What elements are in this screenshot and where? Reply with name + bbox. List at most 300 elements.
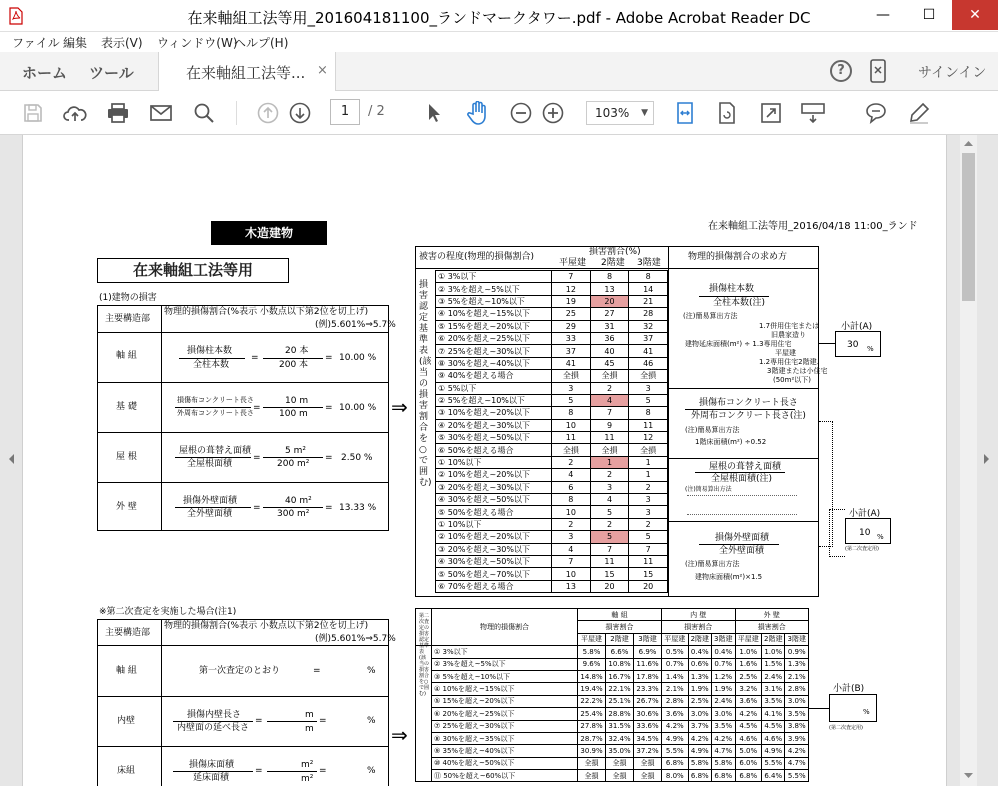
criteria-row xyxy=(436,382,668,394)
ratio-cell[interactable]: 1.3% xyxy=(785,658,809,670)
fullscreen-button[interactable] xyxy=(758,100,784,126)
save-button[interactable] xyxy=(20,100,46,126)
method-line: 建物延床面積(m²) ÷ 1.3専用住宅 xyxy=(685,340,792,348)
method-line: 平屋建 xyxy=(775,349,796,357)
vertical-scrollbar[interactable] xyxy=(960,135,977,786)
ratio-cell[interactable]: 11.6% xyxy=(634,658,662,670)
ratio-cell[interactable]: 17.8% xyxy=(634,670,662,682)
ratio-cell[interactable]: 46 xyxy=(629,357,668,369)
row-text: 第一次査定のとおり xyxy=(199,666,281,676)
zoom-in-button[interactable] xyxy=(540,100,566,126)
ratio-cell[interactable]: 1 xyxy=(629,456,668,468)
ratio-cell[interactable]: 全損 xyxy=(629,370,668,382)
unit: m² xyxy=(301,760,314,770)
ratio-cell[interactable]: 2 xyxy=(552,456,591,468)
ratio-cell[interactable]: 30.9% xyxy=(578,745,606,757)
ratio-cell[interactable]: 37 xyxy=(552,345,591,357)
damage-range-cell[interactable]: ⑨ 35%を超え~40%以下 xyxy=(432,745,578,757)
ratio-cell[interactable]: 全損 xyxy=(634,757,662,769)
ratio-cell[interactable]: 13 xyxy=(552,580,591,592)
prev-page-button[interactable] xyxy=(255,100,281,126)
ratio-cell[interactable]: 4.5% xyxy=(735,720,762,732)
ratio-cell[interactable]: 3 xyxy=(629,382,668,394)
damage-range-cell[interactable]: ① 10%以下 xyxy=(436,456,552,468)
ratio-cell[interactable]: 5 xyxy=(629,531,668,543)
ratio-cell[interactable]: 2.4% xyxy=(762,670,785,682)
criteria-row xyxy=(436,357,668,369)
help-icon[interactable] xyxy=(830,60,852,82)
ratio-cell[interactable]: 14.8% xyxy=(578,670,606,682)
ratio-cell[interactable]: 5 xyxy=(629,394,668,406)
ratio-cell[interactable]: 29 xyxy=(552,320,591,332)
damage-range-cell[interactable]: ④ 10%を超え~15%以下 xyxy=(436,308,552,320)
ratio-cell[interactable]: 0.9% xyxy=(785,646,809,658)
ratio-cell[interactable]: 37.2% xyxy=(634,745,662,757)
ratio-cell[interactable]: 45 xyxy=(590,357,629,369)
ratio-cell[interactable]: 8 xyxy=(629,407,668,419)
ratio-cell[interactable]: 3.5% xyxy=(762,695,785,707)
ratio-cell[interactable]: 11 xyxy=(590,555,629,567)
search-button[interactable] xyxy=(191,100,217,126)
ratio-cell[interactable]: 3.5% xyxy=(712,720,735,732)
ratio-cell[interactable]: 11 xyxy=(590,432,629,444)
fraction-numerator: 損傷柱本数 xyxy=(187,346,233,356)
ratio-cell[interactable]: 27.8% xyxy=(578,720,606,732)
ratio-cell[interactable]: 4.2% xyxy=(688,732,711,744)
damage-range-cell[interactable]: ② 10%を超え~20%以下 xyxy=(436,469,552,481)
second-criteria-row xyxy=(416,658,809,670)
struct-column-header-2: 主要構造部 xyxy=(105,628,151,638)
ratio-cell[interactable]: 5.5% xyxy=(662,745,689,757)
scrollbar-thumb[interactable] xyxy=(962,153,975,301)
second-criteria-row xyxy=(416,720,809,732)
ratio-cell[interactable]: 3.7% xyxy=(688,720,711,732)
ratio-cell[interactable]: 35.0% xyxy=(606,745,634,757)
fit-width-button[interactable] xyxy=(672,100,698,126)
menu-view[interactable]: 表示(V) xyxy=(101,36,143,50)
ratio-cell[interactable]: 4 xyxy=(552,543,591,555)
ratio-cell[interactable]: 1 xyxy=(629,469,668,481)
damage-range-cell[interactable]: ④ 30%を超え~50%以下 xyxy=(436,494,552,506)
ratio-cell[interactable]: 1 xyxy=(590,456,629,468)
ratio-cell[interactable]: 21 xyxy=(629,295,668,307)
ratio-cell[interactable]: 25.4% xyxy=(578,708,606,720)
ratio-cell[interactable]: 2 xyxy=(552,518,591,530)
left-collapse-arrow-icon[interactable] xyxy=(8,453,16,465)
ratio-cell[interactable]: 2 xyxy=(590,518,629,530)
ratio-cell[interactable]: 6.9% xyxy=(634,646,662,658)
ratio-cell[interactable]: 16.7% xyxy=(606,670,634,682)
select-tool-button[interactable] xyxy=(422,100,448,126)
ratio-cell[interactable]: 全損 xyxy=(629,444,668,456)
ratio-cell[interactable]: 8 xyxy=(590,271,629,283)
damage-range-cell[interactable]: ④ 10%を超え~15%以下 xyxy=(432,683,578,695)
ratio-cell[interactable]: 4.6% xyxy=(762,732,785,744)
ratio-cell[interactable]: 3.6% xyxy=(662,708,689,720)
section-1-title: (1)建物の損害 xyxy=(99,293,157,303)
ratio-cell[interactable]: 1.5% xyxy=(762,658,785,670)
percent-value: % xyxy=(367,766,376,776)
zoom-out-icon xyxy=(510,102,532,124)
ratio-cell[interactable]: 20 xyxy=(590,580,629,592)
tab-home[interactable]: ホーム xyxy=(22,64,68,82)
ratio-cell[interactable]: 6.8% xyxy=(712,770,735,782)
method-rule xyxy=(668,388,819,389)
document-viewport[interactable] xyxy=(0,135,998,786)
ratio-cell[interactable]: 0.6% xyxy=(688,658,711,670)
next-page-button[interactable] xyxy=(287,100,313,126)
subtotal-a-unit: % xyxy=(867,345,874,353)
ratio-cell[interactable]: 全損 xyxy=(552,444,591,456)
ratio-cell[interactable]: 全損 xyxy=(606,770,634,782)
cloud-upload-icon xyxy=(63,103,87,123)
ratio-cell[interactable]: 3.2% xyxy=(735,683,762,695)
ratio-cell[interactable]: 3.8% xyxy=(785,720,809,732)
window-title: 在来軸組工法等用_201604181100_ランドマークタワー.pdf - Adobe Acrobat Reader DC xyxy=(187,9,811,27)
ratio-cell[interactable]: 41 xyxy=(552,357,591,369)
ratio-cell[interactable]: 9.6% xyxy=(578,658,606,670)
menu-help[interactable]: ヘルプ(H) xyxy=(234,36,289,50)
ratio-cell[interactable]: 4 xyxy=(590,394,629,406)
maximize-button[interactable] xyxy=(906,0,952,30)
struct-column-header: 主要構造部 xyxy=(105,314,151,324)
ratio-cell[interactable]: 5.5% xyxy=(785,770,809,782)
criteria-row xyxy=(436,283,668,295)
ratio-cell[interactable]: 3.9% xyxy=(785,732,809,744)
ratio-cell[interactable]: 5.8% xyxy=(688,757,711,769)
page-number-input[interactable]: 1 xyxy=(330,99,360,125)
ratio-cell[interactable]: 3.0% xyxy=(688,708,711,720)
ratio-cell[interactable]: 4 xyxy=(590,494,629,506)
ratio-cell[interactable]: 8.0% xyxy=(662,770,689,782)
percent-value: 10.00 % xyxy=(339,353,377,363)
tab-document[interactable] xyxy=(158,52,336,91)
email-button[interactable] xyxy=(148,100,174,126)
damage-range-cell[interactable]: ⑧ 30%を超え~35%以下 xyxy=(432,732,578,744)
highlight-button[interactable] xyxy=(906,100,932,126)
ratio-cell[interactable]: 8 xyxy=(552,407,591,419)
right-collapse-arrow-icon[interactable] xyxy=(982,453,990,465)
method-line: (50m²以下) xyxy=(773,376,811,384)
ratio-cell[interactable]: 5.5% xyxy=(762,757,785,769)
ratio-cell[interactable]: 0.4% xyxy=(712,646,735,658)
second-criteria-row xyxy=(416,695,809,707)
ratio-cell[interactable]: 4.9% xyxy=(662,732,689,744)
ratio-cell[interactable]: 37 xyxy=(629,332,668,344)
ratio-cell[interactable]: 5.0% xyxy=(735,745,762,757)
ratio-cell[interactable]: 1.9% xyxy=(688,683,711,695)
ratio-cell[interactable]: 3 xyxy=(590,481,629,493)
ratio-cell[interactable]: 3.0% xyxy=(712,708,735,720)
ratio-cell[interactable]: 7 xyxy=(590,543,629,555)
ratio-cell[interactable]: 10 xyxy=(552,506,591,518)
ratio-cell[interactable]: 2 xyxy=(629,518,668,530)
damage-range-cell[interactable]: ⑥ 50%を超える場合 xyxy=(436,444,552,456)
ratio-cell[interactable]: 1.0% xyxy=(735,646,762,658)
ratio-cell[interactable]: 22.1% xyxy=(606,683,634,695)
ratio-cell[interactable]: 19 xyxy=(552,295,591,307)
ratio-cell[interactable]: 3 xyxy=(629,506,668,518)
ratio-cell[interactable]: 全損 xyxy=(578,757,606,769)
ratio-cell[interactable]: 41 xyxy=(629,345,668,357)
value-numerator: 40 m² xyxy=(285,496,312,506)
ratio-cell[interactable]: 28.8% xyxy=(606,708,634,720)
close-window-button[interactable] xyxy=(952,0,998,30)
method-kiso-den: 外周布コンクリート長さ(注) xyxy=(691,411,806,421)
floor-header-cell: 3階建 xyxy=(634,633,662,645)
ratio-cell[interactable]: 25 xyxy=(552,308,591,320)
ratio-cell[interactable]: 0.5% xyxy=(662,646,689,658)
connector-line xyxy=(809,708,829,709)
ratio-cell[interactable]: 33 xyxy=(552,332,591,344)
ratio-cell[interactable]: 5.8% xyxy=(578,646,606,658)
damage-range-cell[interactable]: ① 5%以下 xyxy=(436,382,552,394)
ratio-cell[interactable]: 6 xyxy=(552,481,591,493)
ratio-cell[interactable]: 2.8% xyxy=(785,683,809,695)
connector-line xyxy=(819,343,835,344)
ratio-cell[interactable]: 32.4% xyxy=(606,732,634,744)
damage-range-cell[interactable]: ③ 5%を超え~10%以下 xyxy=(432,670,578,682)
criteria-row xyxy=(436,332,668,344)
damage-range-cell[interactable]: ③ 20%を超え~30%以下 xyxy=(436,543,552,555)
ratio-cell[interactable]: 全損 xyxy=(552,370,591,382)
ratio-cell[interactable]: 6.0% xyxy=(735,757,762,769)
ratio-cell[interactable]: 1.2% xyxy=(712,670,735,682)
ratio-cell[interactable]: 2 xyxy=(590,469,629,481)
damage-range-cell[interactable]: ⑦ 25%を超え~30%以下 xyxy=(436,345,552,357)
upload-button[interactable] xyxy=(62,100,88,126)
fraction-bar xyxy=(699,544,779,545)
damage-range-cell[interactable]: ② 3%を超え~5%以下 xyxy=(432,658,578,670)
ratio-cell[interactable]: 26.7% xyxy=(634,695,662,707)
ratio-cell[interactable]: 0.7% xyxy=(662,658,689,670)
rotate-button[interactable] xyxy=(714,100,740,126)
ratio-cell[interactable]: 22.2% xyxy=(578,695,606,707)
ratio-cell[interactable]: 20 xyxy=(629,580,668,592)
damage-range-cell[interactable]: ⑥ 20%を超え~25%以下 xyxy=(432,708,578,720)
ratio-cell[interactable]: 2.8% xyxy=(662,695,689,707)
ratio-cell[interactable]: 12 xyxy=(629,432,668,444)
close-tab-icon[interactable]: × xyxy=(317,63,328,78)
zoom-select[interactable] xyxy=(586,101,654,125)
ratio-cell[interactable]: 0.4% xyxy=(688,646,711,658)
damage-range-cell[interactable]: ② 10%を超え~20%以下 xyxy=(436,531,552,543)
damage-range-cell[interactable]: ③ 10%を超え~20%以下 xyxy=(436,407,552,419)
ratio-cell[interactable]: 6.6% xyxy=(606,646,634,658)
ratio-cell[interactable]: 7 xyxy=(552,555,591,567)
ratio-cell[interactable]: 2 xyxy=(590,382,629,394)
damage-range-cell[interactable]: ⑤ 15%を超え~20%以下 xyxy=(432,695,578,707)
ratio-cell[interactable]: 2 xyxy=(629,481,668,493)
ratio-cell[interactable]: 7 xyxy=(629,543,668,555)
ratio-cell[interactable]: 14 xyxy=(629,283,668,295)
damage-range-cell[interactable]: ⑥ 70%を超える場合 xyxy=(436,580,552,592)
ratio-cell[interactable]: 34.5% xyxy=(634,732,662,744)
ratio-cell[interactable]: 全損 xyxy=(590,444,629,456)
ratio-cell[interactable]: 33.6% xyxy=(634,720,662,732)
ratio-cell[interactable]: 13 xyxy=(590,283,629,295)
ratio-cell[interactable]: 25.1% xyxy=(606,695,634,707)
ratio-cell[interactable]: 40 xyxy=(590,345,629,357)
ratio-cell[interactable]: 4.5% xyxy=(762,720,785,732)
damage-range-cell[interactable]: ⑧ 30%を超え~40%以下 xyxy=(436,357,552,369)
damage-range-cell[interactable]: ⑦ 25%を超え~30%以下 xyxy=(432,720,578,732)
ratio-cell[interactable]: 11 xyxy=(629,419,668,431)
method-gai-den: 全外壁面積 xyxy=(719,546,765,556)
ratio-cell[interactable]: 1.0% xyxy=(762,646,785,658)
ratio-cell[interactable]: 5.8% xyxy=(712,757,735,769)
scroll-down-arrow-icon[interactable] xyxy=(964,773,973,779)
ratio-cell[interactable]: 4.9% xyxy=(688,745,711,757)
hand-tool-button[interactable] xyxy=(465,100,491,126)
damage-range-cell[interactable]: ③ 5%を超え~10%以下 xyxy=(436,295,552,307)
ratio-cell[interactable]: 4.1% xyxy=(762,708,785,720)
ratio-cell[interactable]: 10.8% xyxy=(606,658,634,670)
ratio-cell[interactable]: 3.0% xyxy=(785,695,809,707)
ratio-cell[interactable]: 9 xyxy=(590,419,629,431)
zoom-out-button[interactable] xyxy=(508,100,534,126)
damage-range-cell[interactable]: ① 3%以下 xyxy=(432,646,578,658)
ratio-cell[interactable]: 15 xyxy=(629,568,668,580)
ratio-cell[interactable]: 5 xyxy=(590,531,629,543)
damage-range-cell[interactable]: ① 3%以下 xyxy=(436,271,552,283)
ratio-cell[interactable]: 2.4% xyxy=(712,695,735,707)
print-button[interactable] xyxy=(105,100,131,126)
damage-range-cell[interactable]: ② 5%を超え~10%以下 xyxy=(436,394,552,406)
ratio-cell[interactable]: 36 xyxy=(590,332,629,344)
ratio-cell[interactable]: 11 xyxy=(552,432,591,444)
ratio-cell[interactable]: 19.4% xyxy=(578,683,606,695)
ratio-cell[interactable]: 6.8% xyxy=(688,770,711,782)
ratio-cell[interactable]: 3 xyxy=(552,531,591,543)
damage-range-cell[interactable]: ① 10%以下 xyxy=(436,518,552,530)
tab-tools[interactable]: ツール xyxy=(89,64,134,82)
ratio-cell[interactable]: 2.5% xyxy=(735,670,762,682)
damage-range-cell[interactable]: ⑤ 15%を超え~20%以下 xyxy=(436,320,552,332)
damage-range-cell[interactable]: ④ 30%を超え~50%以下 xyxy=(436,555,552,567)
ratio-cell[interactable]: 全損 xyxy=(634,770,662,782)
ratio-cell[interactable]: 4.2% xyxy=(712,732,735,744)
ratio-cell[interactable]: 2.1% xyxy=(662,683,689,695)
damage-range-cell[interactable]: ⑥ 20%を超え~25%以下 xyxy=(436,332,552,344)
ratio-cell[interactable]: 10 xyxy=(552,568,591,580)
second-criteria-row xyxy=(416,683,809,695)
damage-range-cell[interactable]: ⑨ 40%を超える場合 xyxy=(436,370,552,382)
damage-range-cell[interactable]: ③ 20%を超え~30%以下 xyxy=(436,481,552,493)
ratio-cell[interactable]: 20 xyxy=(590,295,629,307)
scroll-up-arrow-icon[interactable] xyxy=(964,140,973,146)
ratio-cell[interactable]: 4.2% xyxy=(785,745,809,757)
floor-header-cell: 平屋建 xyxy=(578,633,606,645)
damage-table-rule xyxy=(97,432,389,433)
ratio-cell[interactable]: 0.7% xyxy=(712,658,735,670)
ratio-cell[interactable]: 11 xyxy=(629,555,668,567)
mobile-link-icon[interactable] xyxy=(870,59,886,83)
ratio-cell[interactable]: 4.2% xyxy=(662,720,689,732)
ratio-cell[interactable]: 10 xyxy=(552,419,591,431)
ratio-cell[interactable]: 7 xyxy=(552,271,591,283)
damage-range-cell[interactable]: ⑪ 50%を超え~60%以下 xyxy=(432,770,578,782)
damage-range-cell[interactable]: ⑤ 50%を超える場合 xyxy=(436,506,552,518)
ratio-cell[interactable]: 6.4% xyxy=(762,770,785,782)
ratio-cell[interactable]: 2.1% xyxy=(785,670,809,682)
read-mode-button[interactable] xyxy=(800,100,826,126)
damage-range-cell[interactable]: ② 3%を超え~5%以下 xyxy=(436,283,552,295)
ratio-cell[interactable]: 1.4% xyxy=(662,670,689,682)
criteria-table-header-rule xyxy=(415,268,819,269)
damage-range-cell[interactable]: ⑤ 50%を超え~70%以下 xyxy=(436,568,552,580)
ratio-cell[interactable]: 3 xyxy=(552,382,591,394)
percent-value: 13.33 % xyxy=(339,503,377,513)
signin-link[interactable]: サインイン xyxy=(918,65,987,81)
ratio-cell[interactable]: 6.8% xyxy=(735,770,762,782)
ratio-cell[interactable]: 3.6% xyxy=(735,695,762,707)
damage-table-header-rule xyxy=(97,332,389,333)
ratio-cell[interactable]: 27 xyxy=(590,308,629,320)
method-line: 1.7併用住宅または xyxy=(759,322,820,330)
method-line: 1.2専用住宅2階建、 xyxy=(759,358,824,366)
criteria-row xyxy=(436,506,668,518)
comment-button[interactable] xyxy=(863,100,889,126)
ratio-cell[interactable]: 3.5% xyxy=(785,708,809,720)
comment-icon xyxy=(865,102,887,124)
envelope-icon xyxy=(150,105,172,121)
ratio-cell[interactable]: 1.3% xyxy=(688,670,711,682)
ratio-cell[interactable]: 4.9% xyxy=(762,745,785,757)
ratio-cell[interactable]: 5 xyxy=(552,394,591,406)
ratio-cell[interactable]: 31.5% xyxy=(606,720,634,732)
ratio-cell[interactable]: 8 xyxy=(552,494,591,506)
ratio-cell[interactable]: 7 xyxy=(590,407,629,419)
ratio-cell[interactable]: 31 xyxy=(590,320,629,332)
damage-range-cell[interactable]: ④ 20%を超え~30%以下 xyxy=(436,419,552,431)
ratio-cell[interactable]: 15 xyxy=(590,568,629,580)
equals-sign: = xyxy=(255,716,263,726)
ratio-cell[interactable]: 4.6% xyxy=(735,732,762,744)
ratio-cell[interactable]: 全損 xyxy=(590,370,629,382)
ratio-cell[interactable]: 6.8% xyxy=(662,757,689,769)
ratio-cell[interactable]: 4.2% xyxy=(735,708,762,720)
ratio-cell[interactable]: 3 xyxy=(629,494,668,506)
arrow-icon: ⇒ xyxy=(391,395,408,419)
ratio-cell[interactable]: 23.3% xyxy=(634,683,662,695)
ratio-cell[interactable]: 3.1% xyxy=(762,683,785,695)
ratio-cell[interactable]: 1.6% xyxy=(735,658,762,670)
ratio-cell[interactable]: 5 xyxy=(590,506,629,518)
ratio-cell[interactable]: 12 xyxy=(552,283,591,295)
ratio-cell[interactable]: 28.7% xyxy=(578,732,606,744)
minimize-button[interactable] xyxy=(860,0,906,30)
ratio-cell[interactable]: 32 xyxy=(629,320,668,332)
equals-sign: = xyxy=(325,503,333,513)
doc-stamp: 在来軸組工法等用_2016/04/18 11:00_ランド xyxy=(708,221,918,232)
ratio-cell[interactable]: 4.7% xyxy=(712,745,735,757)
ratio-cell[interactable]: 2.5% xyxy=(688,695,711,707)
ratio-cell[interactable]: 全損 xyxy=(606,757,634,769)
ratio-cell[interactable]: 4.7% xyxy=(785,757,809,769)
ratio-cell[interactable]: 8 xyxy=(629,271,668,283)
ratio-cell[interactable]: 30.6% xyxy=(634,708,662,720)
menu-window[interactable]: ウィンドウ(W) xyxy=(157,36,238,50)
ratio-cell[interactable]: 4 xyxy=(552,469,591,481)
menu-edit[interactable]: 編集 xyxy=(63,36,88,50)
ratio-cell[interactable]: 28 xyxy=(629,308,668,320)
ratio-cell[interactable]: 1.9% xyxy=(712,683,735,695)
damage-range-cell[interactable]: ⑩ 40%を超え~50%以下 xyxy=(432,757,578,769)
damage-range-cell[interactable]: ⑤ 30%を超え~50%以下 xyxy=(436,432,552,444)
ratio-cell[interactable]: 全損 xyxy=(578,770,606,782)
menu-file[interactable]: ファイル xyxy=(12,36,60,50)
